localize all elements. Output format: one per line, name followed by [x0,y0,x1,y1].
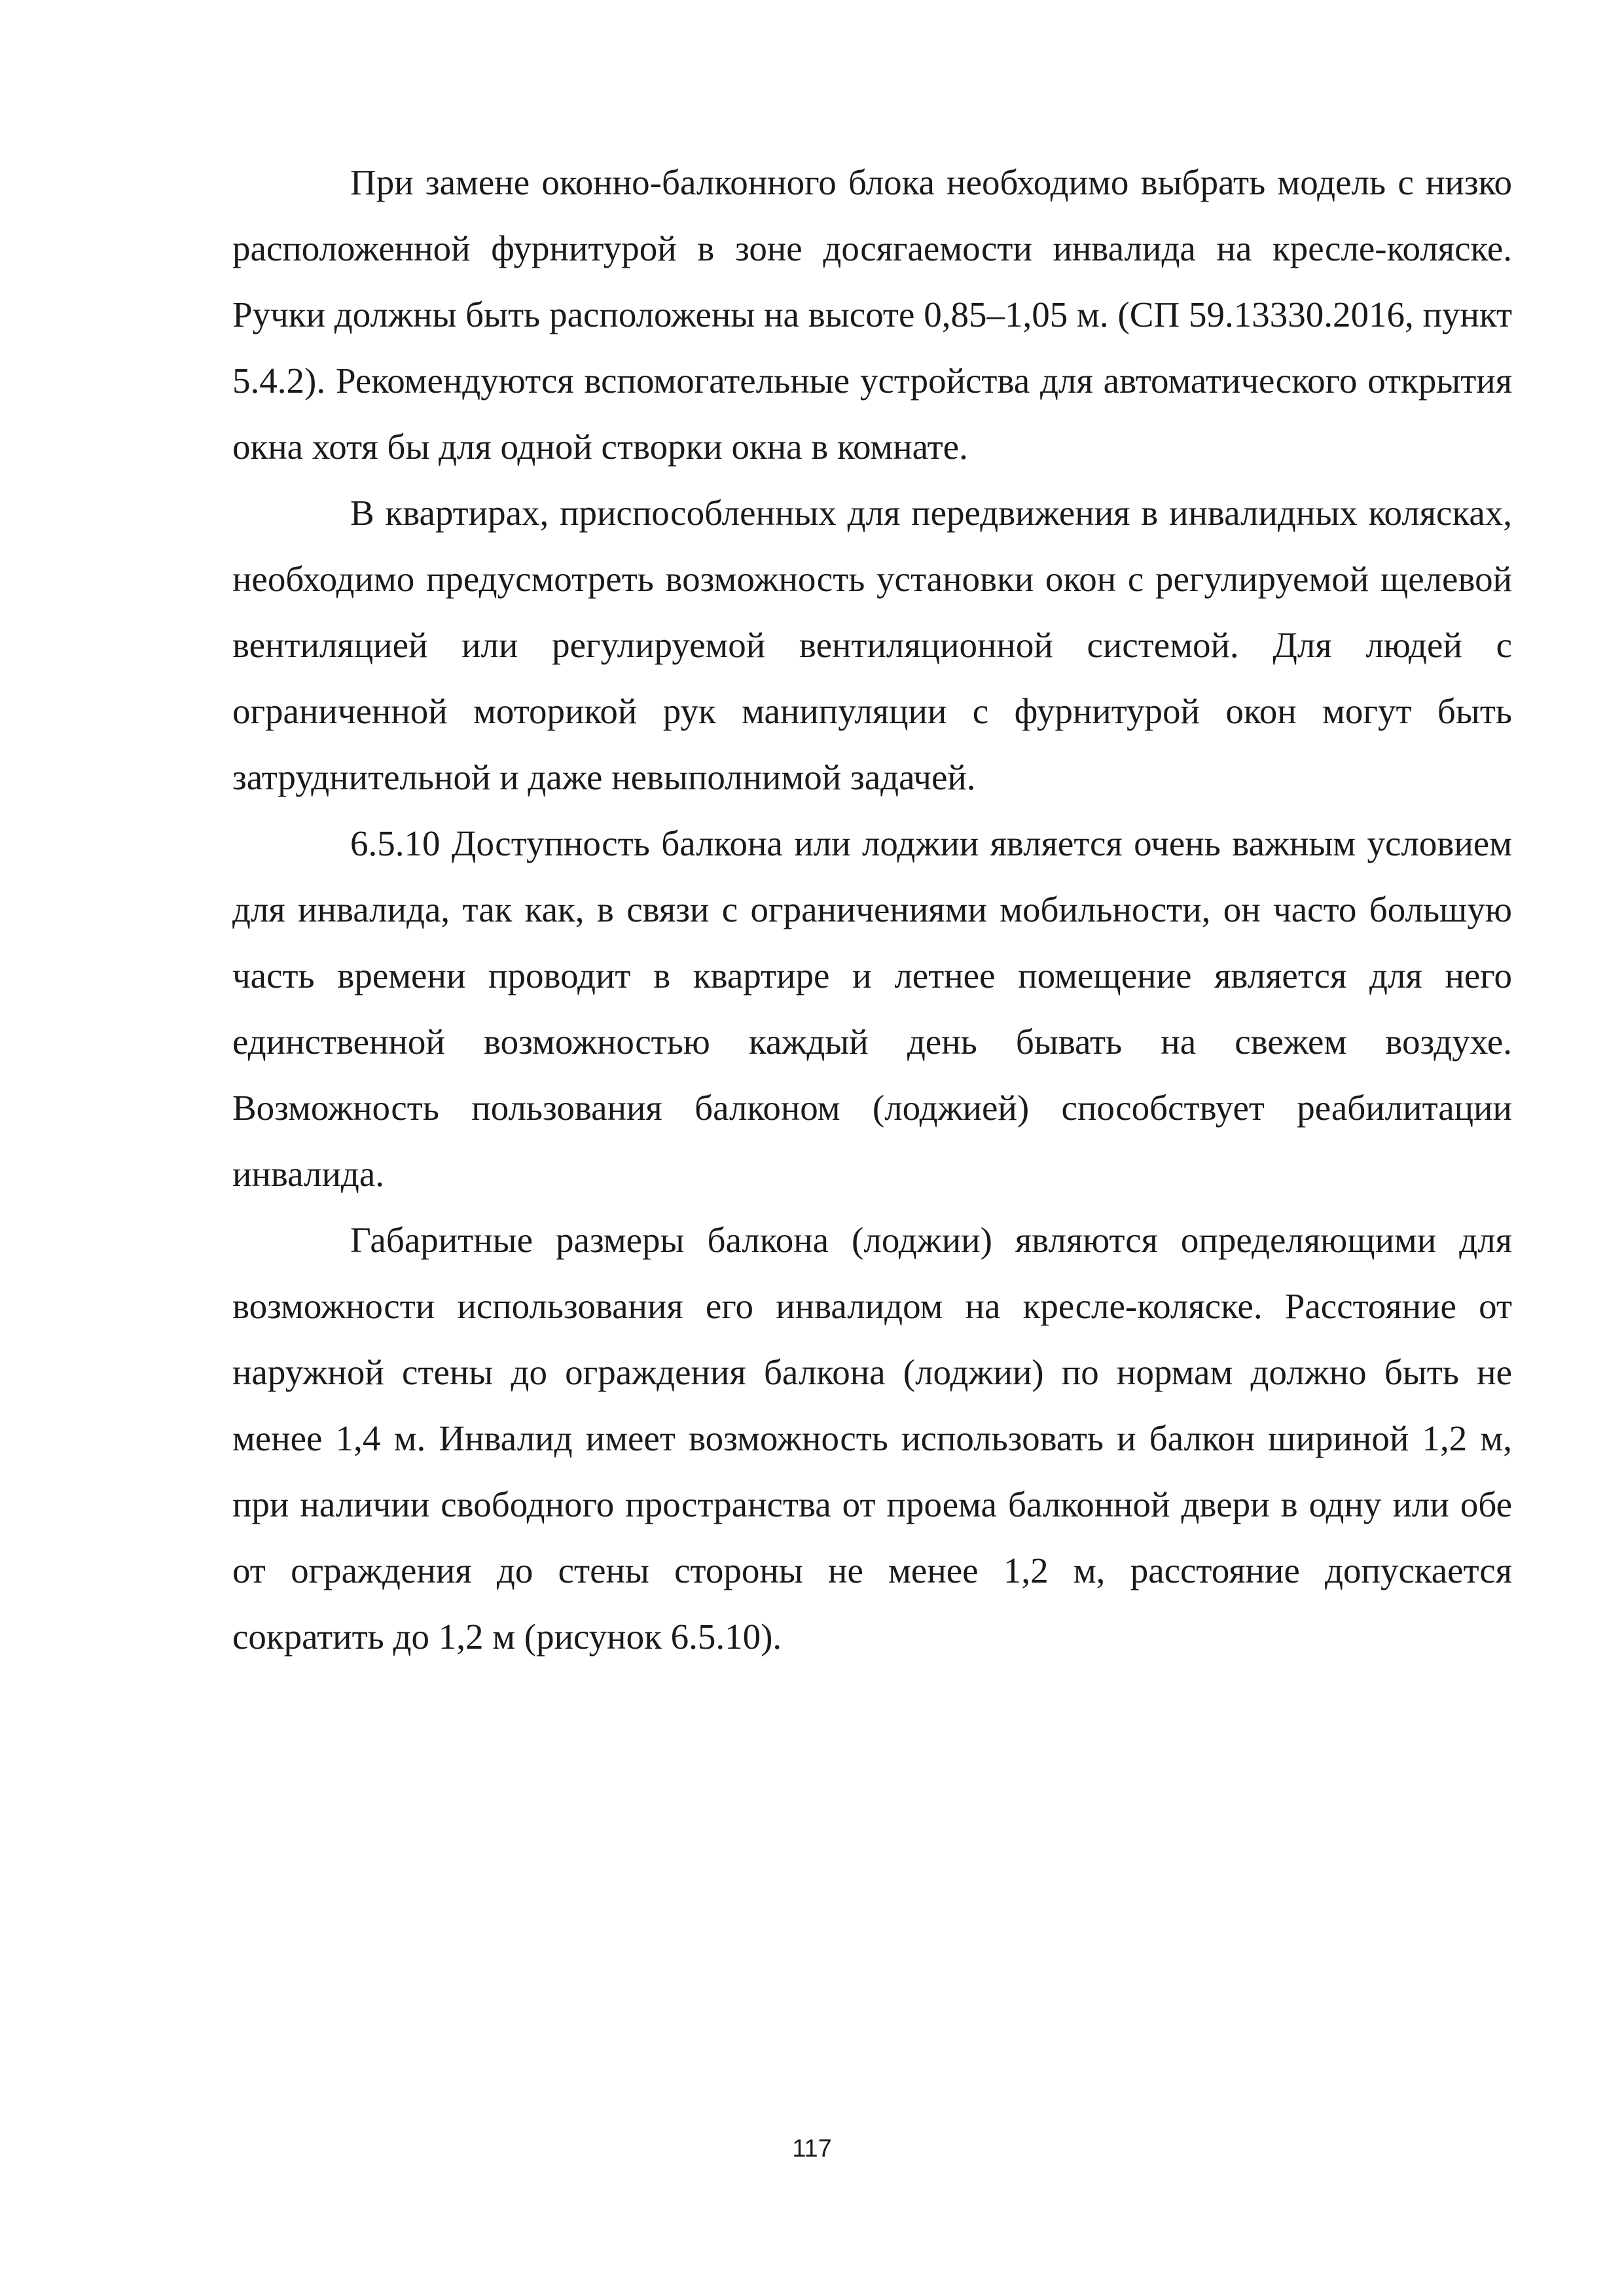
paragraph-window-hardware: При замене оконно-балконного блока необходимо выбрать модель с низко расположенной фурнитурой в зоне досягаемости инвалида на кресле-коляске. Ручки должны быть расположены на высоте 0,85–1,05 м. (СП 59.13330.2016, пункт 5.4.2). Рекомендуются вспомогательные устройства для автоматического открытия окна хотя бы для одной створки окна в комнате. [232,162,1512,467]
body-text [232,149,1512,1670]
paragraph-ventilation: В квартирах, приспособленных для передвижения в инвалидных колясках, необходимо предусмотреть возможность установки окон с регулируемой щелевой вентиляцией или регулируемой вентиляционной системой. Для людей с ограниченной моторикой рук манипуляции с фурнитурой окон могут быть затруднительной и даже невыполнимой задачей. [232,493,1512,797]
page-number: 117 [792,2135,832,2162]
paragraph-balcony-dimensions: Габаритные размеры балкона (лоджии) являются определяющими для возможности использования его инвалидом на кресле-коляске. Расстояние от наружной стены до ограждения балкона (лоджии) по нормам должно быть не менее 1,4 м. Инвалид имеет возможность использовать и балкон шириной 1,2 м, при наличии свободного пространства от проема балконной двери в одну или обе от ограждения до стены стороны не менее 1,2 м, расстояние допускается сократить до 1,2 м (рисунок 6.5.10). [232,1220,1512,1657]
paragraph-balcony-accessibility: 6.5.10 Доступность балкона или лоджии является очень важным условием для инвалида, так как, в связи с ограничениями мобильности, он часто большую часть времени проводит в квартире и летнее помещение является для него единственной возможностью каждый день бывать на свежем воздухе. Возможность пользования балконом (лоджией) способствует реабилитации инвалида. [232,823,1512,1194]
